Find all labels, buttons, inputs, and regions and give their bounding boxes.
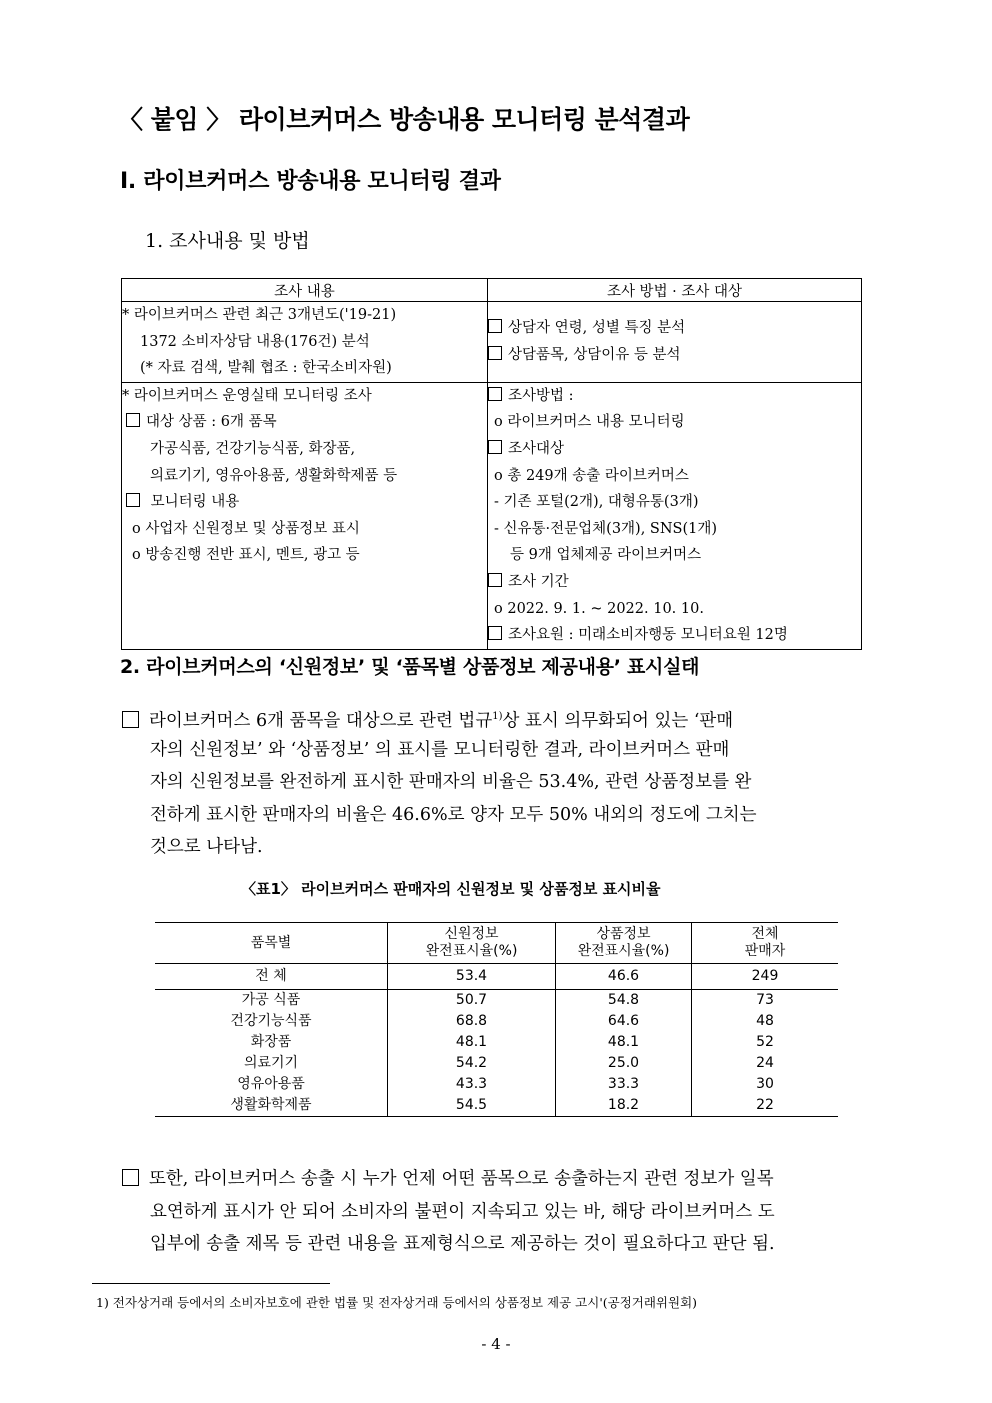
- footnote-divider: [92, 1283, 330, 1284]
- survey-cell: [488, 382, 862, 649]
- survey-line: - 신유통·전문업체(3개), SNS(1개): [494, 520, 718, 537]
- footnote: 1) 전자상거래 등에서의 소비자보호에 관한 법률 및 전자상거래 등에서의 상품정보 제공 고시'(공정거래위원회): [96, 1295, 698, 1310]
- section-title: Ⅰ. 라이브커머스 방송내용 모니터링 결과: [120, 169, 501, 194]
- paragraph-line: 전하게 표시한 판매자의 비율은 46.6%로 양자 모두 50% 내외의 정도에 그치는: [150, 804, 757, 825]
- survey-line: 상담품목, 상담이유 등 분석: [488, 342, 861, 369]
- checkbox-icon: [126, 413, 140, 427]
- table-row: [155, 964, 838, 990]
- checkbox-bullet-icon: [122, 711, 139, 728]
- survey-header-method: 조사 방법 · 조사 대상: [488, 279, 862, 302]
- rate-cell: 73: [692, 990, 839, 1012]
- subsection-title-2: 2. 라이브커머스의 ‘신원정보’ 및 ‘품목별 상품정보 제공내용’ 표시실태: [120, 656, 700, 678]
- rate-cell: 68.8: [388, 1011, 556, 1032]
- rate-cell: 33.3: [556, 1074, 692, 1095]
- checkbox-icon: [488, 346, 502, 360]
- rate-cell: 54.2: [388, 1053, 556, 1074]
- survey-header-content: 조사 내용: [122, 279, 488, 302]
- rate-cell: 50.7: [388, 990, 556, 1012]
- rate-cell: 의료기기: [243, 1055, 299, 1071]
- checkbox-icon: [488, 440, 502, 454]
- rate-cell: 24: [692, 1053, 839, 1074]
- survey-line: o 사업자 신원정보 및 상품정보 표시: [132, 520, 360, 537]
- survey-line: 가공식품, 건강기능식품, 화장품,: [150, 440, 356, 457]
- rate-cell: 영유아용품: [237, 1076, 305, 1092]
- rate-cell: 52: [692, 1032, 839, 1053]
- table-row: [155, 1011, 838, 1032]
- survey-line: o 방송진행 전반 표시, 멘트, 광고 등: [132, 547, 360, 564]
- appendix-title: 〈 붙임 〉 라이브커머스 방송내용 모니터링 분석결과: [118, 105, 690, 134]
- rate-col-header: 신원정보 완전표시율(%): [388, 923, 556, 964]
- survey-line: o 2022. 9. 1. ~ 2022. 10. 10.: [494, 600, 704, 617]
- survey-line: * 라이브커머스 관련 최근 3개년도('19-21): [122, 307, 397, 323]
- checkbox-icon: [488, 387, 502, 401]
- survey-line: 조사요원 : 미래소비자행동 모니터요원 12명: [488, 622, 861, 649]
- rate-cell: 53.4: [388, 964, 556, 990]
- table-row: [155, 1074, 838, 1095]
- survey-line: 등 9개 업체제공 라이브커머스: [510, 547, 702, 564]
- survey-line: 대상 상품 : 6개 품목: [126, 409, 487, 436]
- survey-line: - 기존 포털(2개), 대형유통(3개): [494, 494, 699, 511]
- subsection-title: 1. 조사내용 및 방법: [145, 230, 310, 252]
- rate-cell: 가공 식품: [241, 992, 301, 1008]
- survey-line: 상담자 연령, 성별 특징 분석: [488, 315, 861, 342]
- page-number: - 4 -: [481, 1335, 511, 1353]
- rate-cell: 249: [692, 964, 839, 990]
- rate-cell: 46.6: [556, 964, 692, 990]
- paragraph-line: 라이브커머스 6개 품목을 대상으로 관련 법규$^{1)}$상 표시 의무화되어 있는 ‘판매: [122, 701, 902, 734]
- table-row: [155, 1095, 838, 1117]
- survey-cell: [122, 302, 488, 383]
- paragraph-line: 것으로 나타남.: [150, 837, 263, 857]
- survey-line: 의료기기, 영유아용품, 생활화학제품 등: [150, 467, 398, 484]
- rate-cell: 43.3: [388, 1074, 556, 1095]
- rate-cell: 화장품: [250, 1034, 292, 1050]
- checkbox-icon: [488, 626, 502, 640]
- checkbox-bullet-icon: [122, 1169, 139, 1186]
- rate-cell: 64.6: [556, 1011, 692, 1032]
- rate-cell: 25.0: [556, 1053, 692, 1074]
- display-rate-table: [155, 922, 838, 1117]
- rate-cell: 54.8: [556, 990, 692, 1012]
- table-caption: 〈표1〉 라이브커머스 판매자의 신원정보 및 상품정보 표시비율: [241, 880, 661, 898]
- survey-line: 모니터링 내용: [126, 489, 487, 516]
- survey-line: * 라이브커머스 운영실태 모니터링 조사: [122, 387, 372, 404]
- checkbox-icon: [488, 573, 502, 587]
- rate-cell: 30: [692, 1074, 839, 1095]
- checkbox-icon: [126, 493, 140, 507]
- rate-cell: 전 체: [155, 964, 388, 990]
- paragraph-line: 입부에 송출 제목 등 관련 내용을 표제형식으로 제공하는 것이 필요하다고 판단 됨.: [150, 1234, 775, 1254]
- survey-line: 1372 소비자상담 내용(176건) 분석: [140, 333, 370, 350]
- survey-cell: [122, 382, 488, 649]
- rate-cell: 54.5: [388, 1095, 556, 1117]
- survey-method-table: [121, 278, 862, 650]
- rate-cell: 48.1: [388, 1032, 556, 1053]
- table-row: [155, 1032, 838, 1053]
- rate-col-header: 품목별: [155, 923, 388, 964]
- survey-line: 조사방법 :: [488, 383, 861, 410]
- paragraph-line: 또한, 라이브커머스 송출 시 누가 언제 어떤 품목으로 송출하는지 관련 정보가 일목: [122, 1163, 902, 1196]
- survey-line: (* 자료 검색, 발췌 협조 : 한국소비자원): [140, 360, 392, 377]
- paragraph-line: 자의 신원정보’ 와 ‘상품정보’ 의 표시를 모니터링한 결과, 라이브커머스 판매: [150, 739, 730, 760]
- rate-cell: 18.2: [556, 1095, 692, 1117]
- rate-cell: 48: [692, 1011, 839, 1032]
- survey-line: 조사대상: [488, 436, 861, 463]
- survey-line: o 라이브커머스 내용 모니터링: [494, 414, 685, 431]
- survey-line: 조사 기간: [488, 569, 861, 596]
- rate-cell: 22: [692, 1095, 839, 1117]
- rate-cell: 생활화학제품: [155, 1095, 388, 1117]
- rate-col-header: 상품정보 완전표시율(%): [556, 923, 692, 964]
- checkbox-icon: [488, 319, 502, 333]
- rate-col-header: 전체 판매자: [692, 923, 839, 964]
- paragraph-title-format: [122, 1163, 902, 1261]
- rate-cell: 48.1: [556, 1032, 692, 1053]
- rate-cell: 건강기능식품: [230, 1013, 312, 1029]
- paragraph-line: 요연하게 표시가 안 되어 소비자의 불편이 지속되고 있는 바, 해당 라이브커머스 도: [150, 1201, 775, 1222]
- survey-line: o 총 249개 송출 라이브커머스: [494, 467, 689, 484]
- table-row: [155, 990, 838, 1012]
- paragraph-identity-info: [122, 701, 902, 864]
- footnote-ref: 1): [492, 711, 503, 722]
- table-row: [155, 1053, 838, 1074]
- survey-cell: [488, 302, 862, 383]
- paragraph-line: 자의 신원정보를 완전하게 표시한 판매자의 비율은 53.4%, 관련 상품정보를 완: [150, 772, 752, 792]
